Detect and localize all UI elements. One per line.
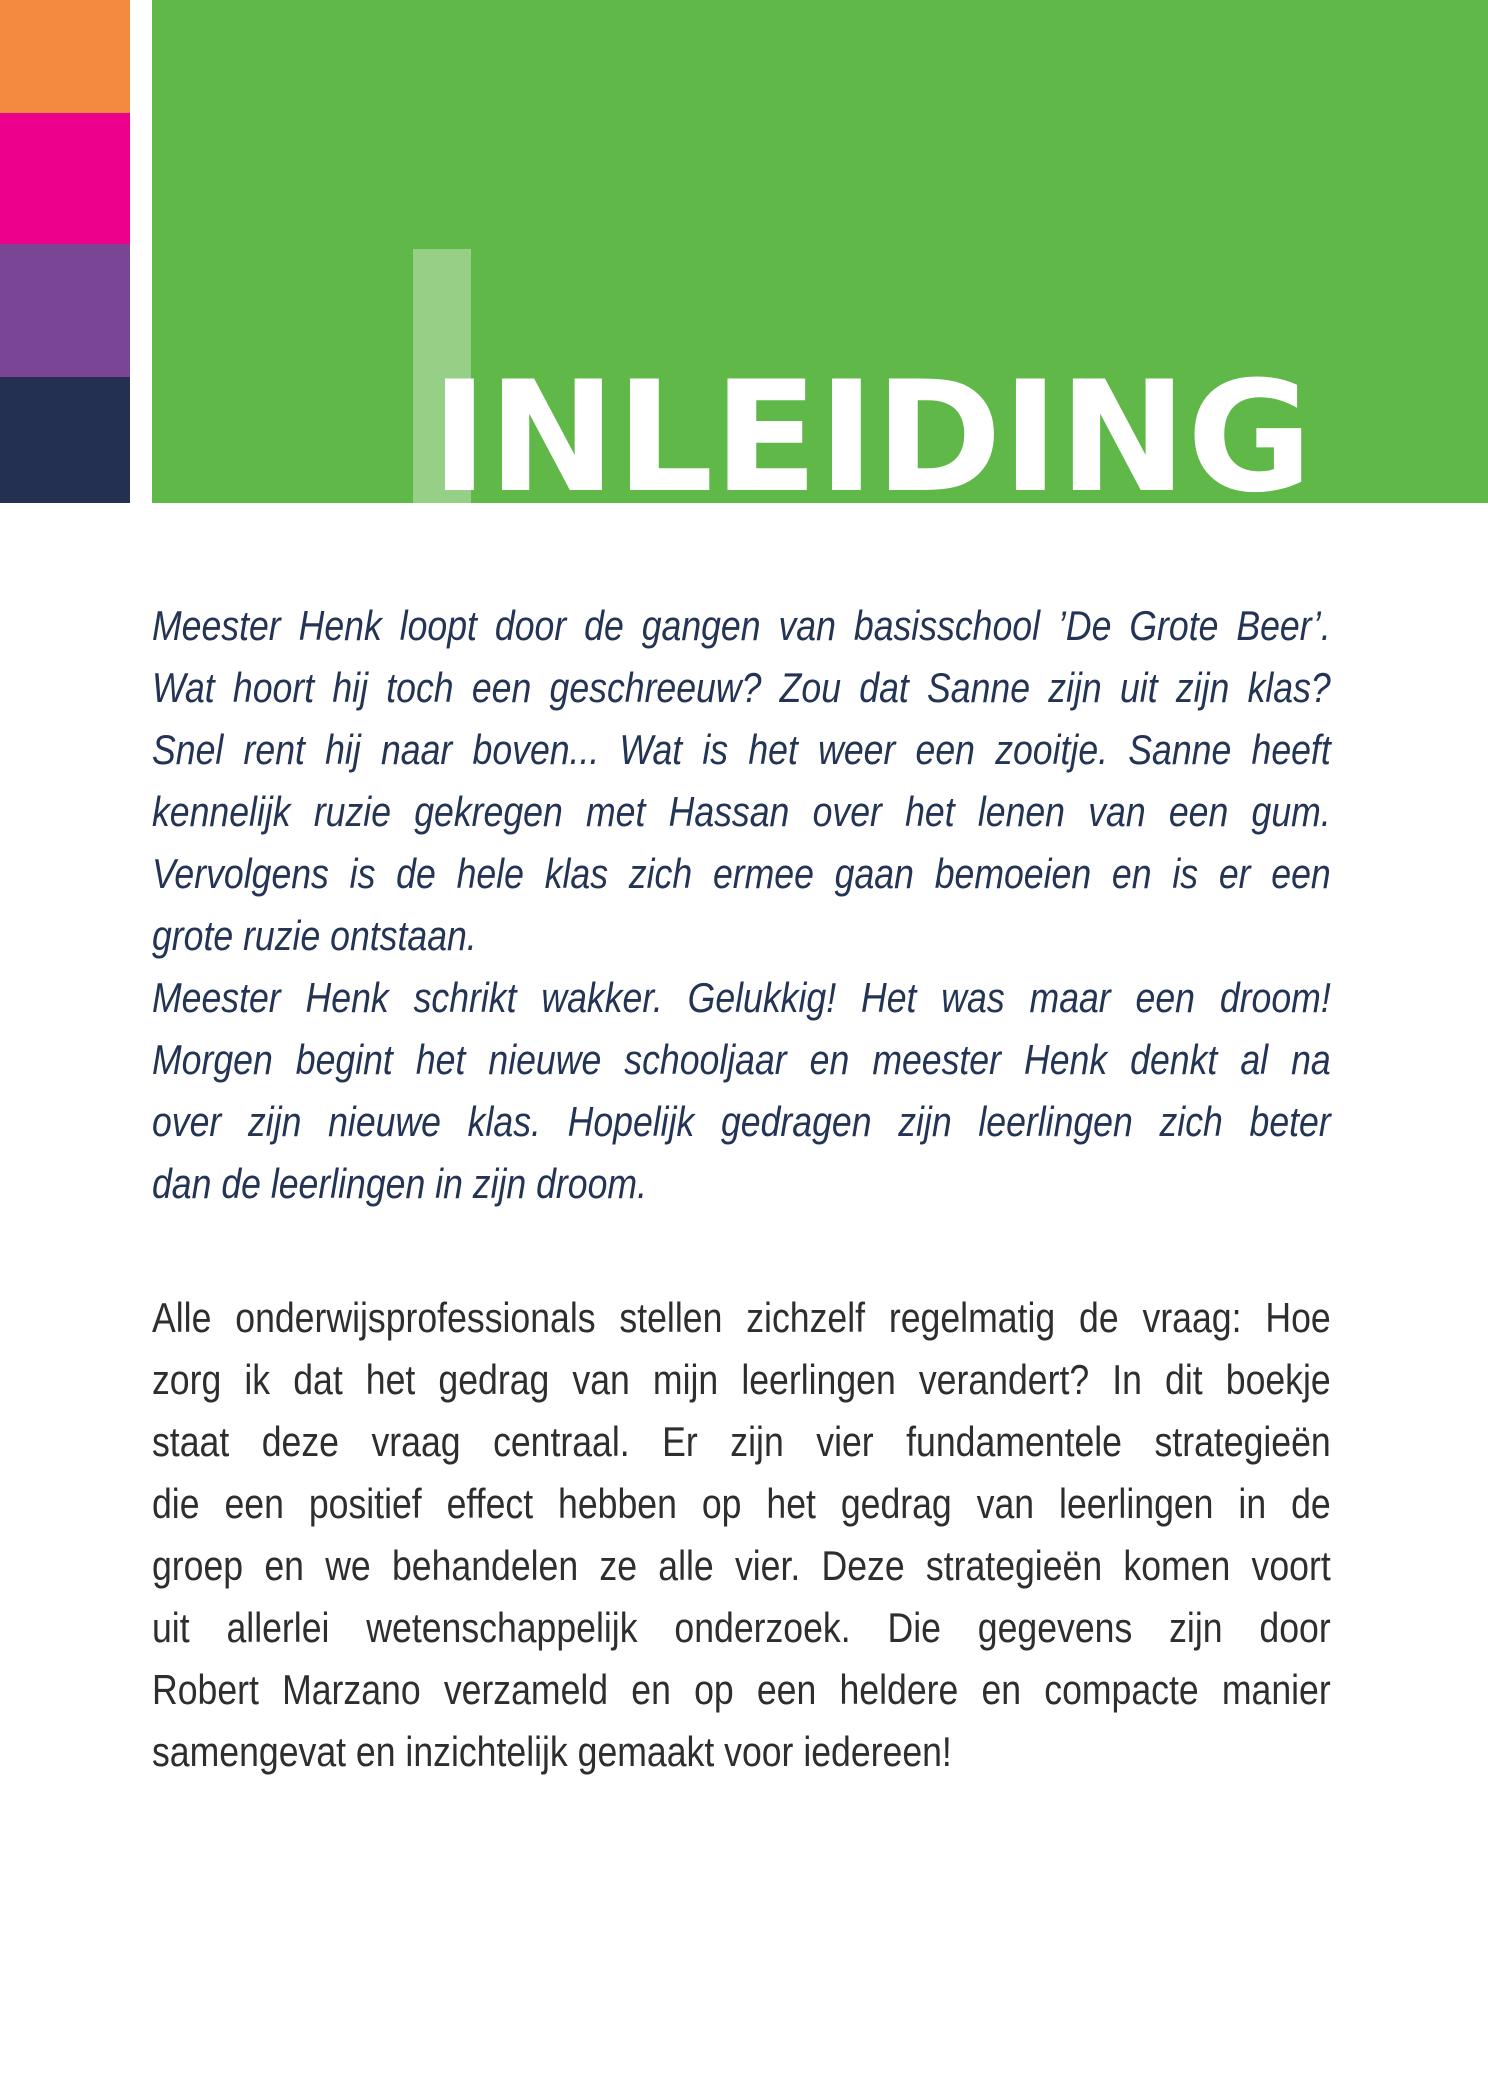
- stripe-orange: [0, 0, 130, 113]
- text-line: zorg ik dat het gedrag van mijn leerlingen verandert? In dit boekje: [152, 1356, 1331, 1403]
- text-line: kennelijk ruzie gekregen met Hassan over het lenen van een gum.: [152, 788, 1331, 835]
- text-line: dan de leerlingen in zijn droom.: [152, 1160, 647, 1207]
- text-line: Snel rent hij naar boven... Wat is het weer een zooitje. Sanne heeft: [152, 726, 1331, 773]
- body-paragraph: [152, 1287, 1331, 1783]
- stripe-navy: [0, 377, 130, 503]
- text-line: Wat hoort hij toch een geschreeuw? Zou dat Sanne zijn uit zijn klas?: [152, 664, 1331, 711]
- text-line: Morgen begint het nieuwe schooljaar en meester Henk denkt al na: [152, 1036, 1331, 1083]
- stripe-magenta: [0, 113, 130, 244]
- text-line: Meester Henk schrikt wakker. Gelukkig! Het was maar een droom!: [152, 974, 1331, 1021]
- text-line: staat deze vraag centraal. Er zijn vier fundamentele strategieën: [152, 1418, 1331, 1465]
- text-line: uit allerlei wetenschappelijk onderzoek. Die gegevens zijn door: [152, 1604, 1331, 1651]
- text-line: Vervolgens is de hele klas zich ermee gaan bemoeien en is er een: [152, 850, 1331, 897]
- story-paragraph: [152, 595, 1331, 1215]
- color-stripe-column: [0, 0, 130, 503]
- chapter-title: INLEIDING: [431, 349, 1313, 527]
- stripe-purple: [0, 244, 130, 377]
- text-line: grote ruzie ontstaan.: [152, 912, 477, 959]
- text-line: Robert Marzano verzameld en op een heldere en compacte manier: [152, 1666, 1331, 1713]
- text-line: die een positief effect hebben op het gedrag van leerlingen in de: [152, 1480, 1331, 1527]
- text-line: groep en we behandelen ze alle vier. Deze strategieën komen voort: [152, 1542, 1331, 1589]
- text-line: Alle onderwijsprofessionals stellen zichzelf regelmatig de vraag: Hoe: [152, 1294, 1331, 1341]
- text-line: Meester Henk loopt door de gangen van basisschool ’De Grote Beer’.: [152, 602, 1331, 649]
- text-line: over zijn nieuwe klas. Hopelijk gedragen zijn leerlingen zich beter: [152, 1098, 1331, 1145]
- chapter-header-banner: [152, 0, 1488, 527]
- text-line: samengevat en inzichtelijk gemaakt voor iedereen!: [152, 1728, 952, 1775]
